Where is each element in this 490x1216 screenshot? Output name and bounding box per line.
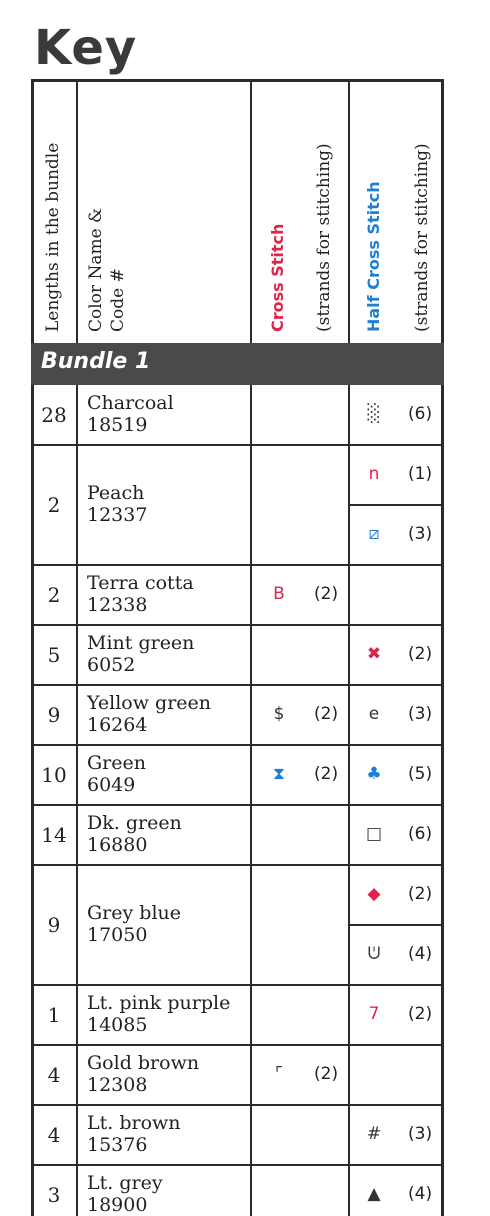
row-half-strands: (6): [408, 404, 433, 424]
row-length: 9: [47, 913, 61, 937]
row-length: 3: [47, 1183, 61, 1207]
row-cross-strands: (2): [314, 764, 339, 784]
row-half-e-icon: e: [368, 704, 380, 724]
row-length: 4: [47, 1063, 61, 1087]
header-half-cross-stitch: Half Cross Stitch: [364, 181, 383, 332]
row-divider: [31, 1164, 444, 1166]
row-half-diamond-icon: ◆: [367, 884, 381, 904]
row-half-hash-icon: #: [366, 1124, 382, 1144]
row-color-code: 17050: [87, 924, 148, 946]
row-length: 2: [47, 583, 61, 607]
row-divider: [31, 804, 444, 806]
row-length: 5: [47, 643, 61, 667]
row-half-strands: (5): [408, 764, 433, 784]
row-color-name: Yellow green: [87, 692, 212, 714]
row-half-triangle-icon: ▲: [367, 1184, 381, 1204]
bundle-label: Bundle 1: [41, 349, 151, 374]
row-color-code: 14085: [87, 1014, 148, 1036]
row-half-strands: (3): [408, 524, 433, 544]
row-cross-b-icon: B: [273, 584, 285, 604]
row-cross-dollar-icon: $: [273, 704, 285, 724]
row-length: 9: [47, 703, 61, 727]
row-color-code: 12308: [87, 1074, 148, 1096]
row-length: 28: [41, 403, 67, 427]
row-color-code: 16880: [87, 834, 148, 856]
row-color-name: Peach: [87, 482, 145, 504]
row-half-cup-icon: ᕫ: [367, 944, 381, 964]
row-color-code: 16264: [87, 714, 148, 736]
row-color-code: 15376: [87, 1134, 148, 1156]
row-half-strands: (4): [408, 944, 433, 964]
row-color-code: 6052: [87, 654, 136, 676]
header-cross-strands: (strands for stitching): [314, 143, 334, 332]
bundle-header: [31, 343, 444, 385]
row-half-strands: (3): [408, 1124, 433, 1144]
row-divider: [31, 1104, 444, 1106]
row-half-square-icon: □: [365, 824, 383, 844]
row-color-name: Gold brown: [87, 1052, 200, 1074]
row-cross-strands: (2): [314, 584, 339, 604]
row-color-name: Green: [87, 752, 146, 774]
row-color-name: Dk. green: [87, 812, 182, 834]
row-length: 2: [47, 493, 61, 517]
row-color-name: Mint green: [87, 632, 195, 654]
row-half-checker-icon: ░: [367, 404, 381, 424]
row-color-name: Lt. grey: [87, 1172, 163, 1194]
row-color-code: 12337: [87, 504, 148, 526]
row-half-club-icon: ♣: [366, 764, 382, 784]
row-divider: [31, 1044, 444, 1046]
row-divider: [31, 744, 444, 746]
row-color-name: Grey blue: [87, 902, 181, 924]
row-color-code: 6049: [87, 774, 136, 796]
row-cross-strands: (2): [314, 704, 339, 724]
row-half-slashed-square-icon: ⧄: [368, 524, 380, 544]
row-cross-hourglass-box-icon: ⧗: [273, 764, 285, 784]
row-divider: [31, 684, 444, 686]
row-half-strands: (2): [408, 644, 433, 664]
row-half-seven-icon: 7: [368, 1004, 380, 1024]
row-divider: [31, 444, 444, 446]
row-half-strands: (6): [408, 824, 433, 844]
row-half-strands: (2): [408, 884, 433, 904]
header-half-strands: (strands for stitching): [412, 143, 432, 332]
row-length: 4: [47, 1123, 61, 1147]
row-divider: [31, 624, 444, 626]
row-length: 10: [41, 763, 67, 787]
row-color-code: 12338: [87, 594, 148, 616]
row-length: 14: [41, 823, 67, 847]
half-sub-divider: [348, 504, 444, 506]
row-cross-strands: (2): [314, 1064, 339, 1084]
row-color-name: Terra cotta: [87, 572, 194, 594]
header-color-name: Color Name &: [86, 207, 106, 332]
row-color-name: Charcoal: [87, 392, 174, 414]
row-color-name: Lt. brown: [87, 1112, 181, 1134]
row-color-name: Lt. pink purple: [87, 992, 231, 1014]
row-color-code: 18900: [87, 1194, 148, 1216]
row-divider: [31, 984, 444, 986]
row-cross-corner-dot-icon: ⌜: [275, 1064, 283, 1084]
header-cross-stitch: Cross Stitch: [268, 223, 287, 332]
page-title: Key: [34, 20, 138, 76]
row-color-code: 18519: [87, 414, 148, 436]
row-divider: [31, 864, 444, 866]
row-half-strands: (3): [408, 704, 433, 724]
row-half-strands: (2): [408, 1004, 433, 1024]
row-length: 1: [47, 1003, 61, 1027]
row-half-n-icon: n: [368, 464, 380, 484]
row-divider: [31, 564, 444, 566]
row-half-strands: (4): [408, 1184, 433, 1204]
row-half-x-icon: ✖: [366, 644, 382, 664]
half-sub-divider: [348, 924, 444, 926]
row-half-strands: (1): [408, 464, 433, 484]
header-lengths: Lengths in the bundle: [43, 142, 63, 332]
header-code: Code #: [108, 268, 128, 332]
